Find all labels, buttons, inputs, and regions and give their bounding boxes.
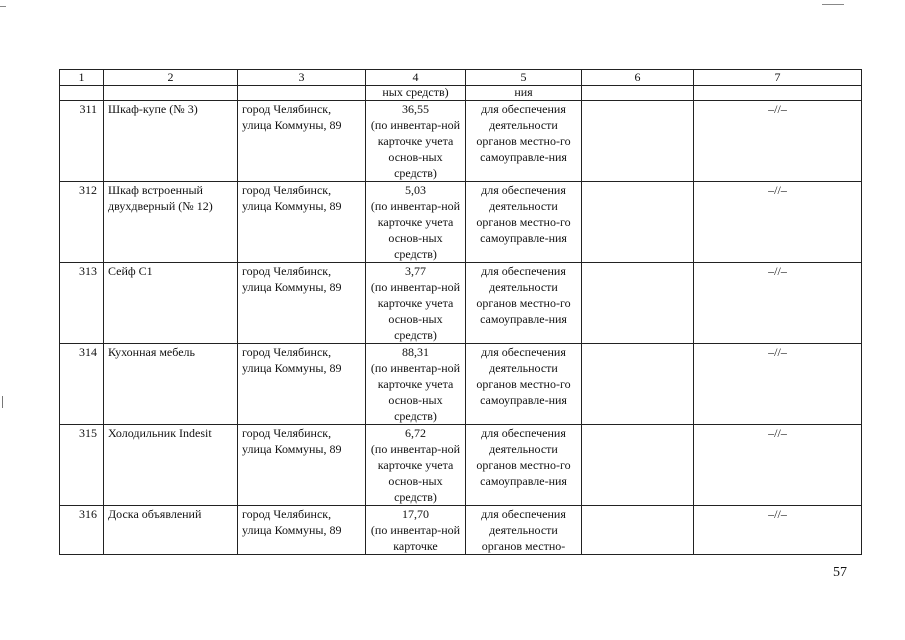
item-value: [366, 263, 466, 344]
value-note: (по инвентар-ной карточке учета основ-ных средств): [370, 361, 461, 423]
row-number: 313: [60, 263, 104, 344]
item-col7: –//–: [694, 101, 862, 182]
item-col6: [582, 263, 694, 344]
value-amount: 3,77: [405, 264, 426, 278]
scan-artifact: [0, 6, 6, 7]
item-value: [366, 182, 466, 263]
col-header-2: 2: [104, 70, 238, 86]
item-col6: [582, 344, 694, 425]
item-purpose: для обеспечения деятельности органов местно-го самоуправле-ния: [466, 101, 582, 182]
cell: [238, 86, 366, 101]
item-purpose: для обеспечения деятельности органов местно-го самоуправле-ния: [466, 425, 582, 506]
value-amount: 36,55: [402, 102, 429, 116]
item-purpose: для обеспечения деятельности органов местно-го самоуправле-ния: [466, 182, 582, 263]
cell: [104, 86, 238, 101]
item-col7: –//–: [694, 425, 862, 506]
item-address: город Челябинск, улица Коммуны, 89: [238, 506, 366, 555]
item-name: Шкаф-купе (№ 3): [104, 101, 238, 182]
item-address: город Челябинск, улица Коммуны, 89: [238, 263, 366, 344]
item-address: город Челябинск, улица Коммуны, 89: [238, 344, 366, 425]
row-number: 315: [60, 425, 104, 506]
cell: [694, 86, 862, 101]
value-amount: 17,70: [402, 507, 429, 521]
row-number: 316: [60, 506, 104, 555]
value-note: (по инвентар-ной карточке учета основ-ных средств): [370, 280, 461, 342]
item-col7: –//–: [694, 263, 862, 344]
table-row: [60, 344, 862, 425]
row-number: 314: [60, 344, 104, 425]
value-amount: 88,31: [402, 345, 429, 359]
col-header-6: 6: [582, 70, 694, 86]
item-purpose: для обеспечения деятельности органов местно-го самоуправле-ния: [466, 344, 582, 425]
continuation-value-cell: ных средств): [366, 86, 466, 101]
item-name: Шкаф встроенный двухдверный (№ 12): [104, 182, 238, 263]
cell: [60, 86, 104, 101]
value-note: (по инвентар-ной карточке: [370, 523, 461, 553]
item-value: [366, 344, 466, 425]
table-row: [60, 506, 862, 555]
col-header-5: 5: [466, 70, 582, 86]
value-amount: 5,03: [405, 183, 426, 197]
item-col6: [582, 506, 694, 555]
header-row: [60, 70, 862, 86]
item-col6: [582, 425, 694, 506]
table-row: [60, 182, 862, 263]
table-row: [60, 263, 862, 344]
col-header-4: 4: [366, 70, 466, 86]
item-value: [366, 506, 466, 555]
page-number: 57: [833, 565, 847, 580]
item-value: [366, 425, 466, 506]
item-col7: –//–: [694, 182, 862, 263]
col-header-1: 1: [60, 70, 104, 86]
value-note: (по инвентар-ной карточке учета основ-ных средств): [370, 118, 461, 180]
table-row: [60, 101, 862, 182]
continuation-purpose-cell: ния: [466, 86, 582, 101]
item-col6: [582, 182, 694, 263]
table-row: [60, 425, 862, 506]
continuation-row: [60, 86, 862, 101]
row-number: 311: [60, 101, 104, 182]
item-address: город Челябинск, улица Коммуны, 89: [238, 182, 366, 263]
cell: [582, 86, 694, 101]
col-header-3: 3: [238, 70, 366, 86]
item-col7: –//–: [694, 344, 862, 425]
item-name: Сейф С1: [104, 263, 238, 344]
value-amount: 6,72: [405, 426, 426, 440]
item-purpose: для обеспечения деятельности органов местно-: [466, 506, 582, 555]
scan-artifact: [822, 4, 844, 5]
item-purpose: для обеспечения деятельности органов местно-го самоуправле-ния: [466, 263, 582, 344]
item-name: Кухонная мебель: [104, 344, 238, 425]
item-name: Холодильник Indesit: [104, 425, 238, 506]
item-col7: –//–: [694, 506, 862, 555]
item-name: Доска объявлений: [104, 506, 238, 555]
scan-artifact: [2, 396, 3, 408]
property-table: [59, 69, 862, 555]
item-address: город Челябинск, улица Коммуны, 89: [238, 425, 366, 506]
value-note: (по инвентар-ной карточке учета основ-ных средств): [370, 199, 461, 261]
item-address: город Челябинск, улица Коммуны, 89: [238, 101, 366, 182]
value-note: (по инвентар-ной карточке учета основ-ных средств): [370, 442, 461, 504]
col-header-7: 7: [694, 70, 862, 86]
row-number: 312: [60, 182, 104, 263]
item-value: [366, 101, 466, 182]
item-col6: [582, 101, 694, 182]
